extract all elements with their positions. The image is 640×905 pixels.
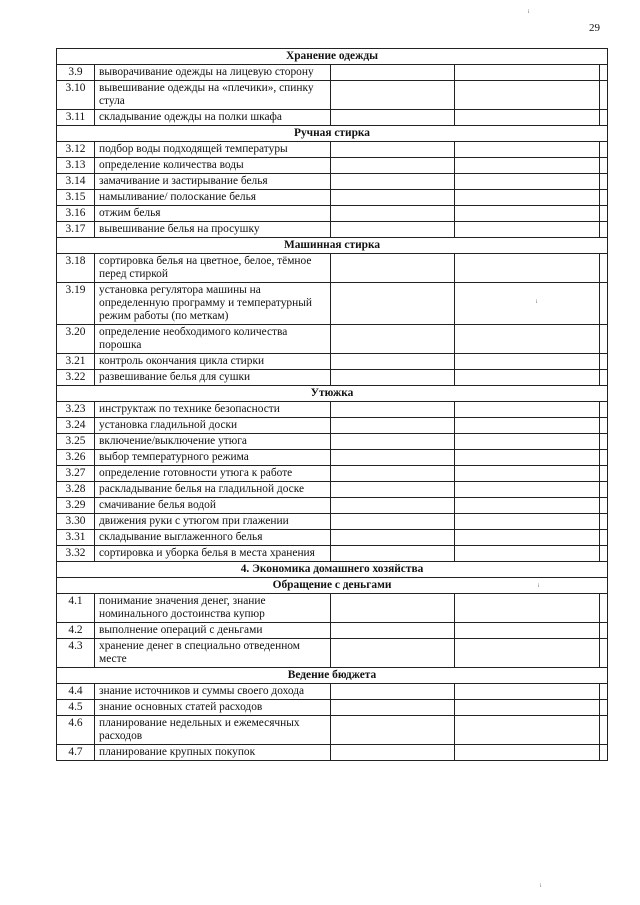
item-description: замачивание и застирывание белья	[95, 174, 331, 190]
mark-cell[interactable]	[331, 110, 455, 126]
mark-cell[interactable]	[331, 594, 455, 623]
mark-cell[interactable]	[600, 716, 608, 745]
item-description: определение количества воды	[95, 158, 331, 174]
mark-cell[interactable]	[331, 402, 455, 418]
section-title: Машинная стирка	[57, 238, 608, 254]
mark-cell[interactable]	[600, 498, 608, 514]
item-number: 3.15	[57, 190, 95, 206]
item-description: установка гладильной доски	[95, 418, 331, 434]
item-number: 4.4	[57, 684, 95, 700]
mark-cell[interactable]	[455, 206, 600, 222]
mark-cell[interactable]	[600, 745, 608, 761]
item-description: выбор температурного режима	[95, 450, 331, 466]
section-title: Хранение одежды	[57, 49, 608, 65]
mark-cell[interactable]	[600, 594, 608, 623]
mark-cell[interactable]	[600, 450, 608, 466]
mark-cell[interactable]	[600, 354, 608, 370]
mark-cell[interactable]	[331, 325, 455, 354]
mark-cell[interactable]	[455, 418, 600, 434]
item-description: отжим белья	[95, 206, 331, 222]
section-header	[57, 49, 608, 65]
item-description: складывание одежды на полки шкафа	[95, 110, 331, 126]
mark-cell[interactable]	[455, 716, 600, 745]
section-title: Ведение бюджета	[57, 668, 608, 684]
mark-cell[interactable]	[331, 450, 455, 466]
mark-cell[interactable]	[331, 684, 455, 700]
mark-cell[interactable]	[600, 222, 608, 238]
mark-cell[interactable]	[600, 158, 608, 174]
mark-cell[interactable]	[455, 450, 600, 466]
item-description: планирование недельных и ежемесячных расходов	[95, 716, 331, 745]
mark-cell[interactable]	[331, 190, 455, 206]
section-title: Обращение с деньгами	[57, 578, 608, 594]
mark-cell[interactable]	[455, 745, 600, 761]
mark-cell[interactable]	[331, 174, 455, 190]
item-number: 3.31	[57, 530, 95, 546]
scan-speck: ᵢ	[536, 294, 538, 304]
mark-cell[interactable]	[600, 110, 608, 126]
item-number: 3.30	[57, 514, 95, 530]
table-row	[57, 594, 608, 623]
item-description: раскладывание белья на гладильной доске	[95, 482, 331, 498]
item-number: 3.25	[57, 434, 95, 450]
part-header	[57, 562, 608, 578]
mark-cell[interactable]	[600, 206, 608, 222]
item-number: 3.19	[57, 283, 95, 325]
mark-cell[interactable]	[600, 174, 608, 190]
page-number: 29	[589, 22, 600, 34]
mark-cell[interactable]	[455, 639, 600, 668]
mark-cell[interactable]	[455, 142, 600, 158]
mark-cell[interactable]	[331, 206, 455, 222]
section-header	[57, 386, 608, 402]
mark-cell[interactable]	[331, 639, 455, 668]
mark-cell[interactable]	[455, 546, 600, 562]
mark-cell[interactable]	[331, 158, 455, 174]
table-row	[57, 684, 608, 700]
item-description: намыливание/ полоскание белья	[95, 190, 331, 206]
item-description: знание основных статей расходов	[95, 700, 331, 716]
item-description: смачивание белья водой	[95, 498, 331, 514]
table-row	[57, 418, 608, 434]
item-description: установка регулятора машины на определенную программу и температурный режим работы (по меткам)	[95, 283, 331, 325]
mark-cell[interactable]	[600, 418, 608, 434]
item-description: сортировка и уборка белья в места хранения	[95, 546, 331, 562]
table-row	[57, 158, 608, 174]
mark-cell[interactable]	[600, 283, 608, 325]
item-number: 3.10	[57, 81, 95, 110]
mark-cell[interactable]	[455, 190, 600, 206]
item-description: выполнение операций с деньгами	[95, 623, 331, 639]
mark-cell[interactable]	[331, 466, 455, 482]
item-number: 3.21	[57, 354, 95, 370]
item-number: 4.5	[57, 700, 95, 716]
table-row	[57, 283, 608, 325]
mark-cell[interactable]	[331, 370, 455, 386]
item-description: складывание выглаженного белья	[95, 530, 331, 546]
mark-cell[interactable]	[455, 623, 600, 639]
assessment-table-container	[56, 48, 607, 761]
table-row	[57, 81, 608, 110]
item-number: 4.7	[57, 745, 95, 761]
item-description: определение готовности утюга к работе	[95, 466, 331, 482]
mark-cell[interactable]	[600, 65, 608, 81]
item-description: вывешивание белья на просушку	[95, 222, 331, 238]
mark-cell[interactable]	[455, 110, 600, 126]
mark-cell[interactable]	[600, 514, 608, 530]
section-header	[57, 668, 608, 684]
table-row	[57, 190, 608, 206]
mark-cell[interactable]	[600, 402, 608, 418]
item-description: контроль окончания цикла стирки	[95, 354, 331, 370]
mark-cell[interactable]	[600, 434, 608, 450]
scan-speck: ᵢ	[528, 4, 530, 14]
item-description: развешивание белья для сушки	[95, 370, 331, 386]
mark-cell[interactable]	[600, 546, 608, 562]
item-description: включение/выключение утюга	[95, 434, 331, 450]
section-header	[57, 126, 608, 142]
mark-cell[interactable]	[455, 594, 600, 623]
section-title: Утюжка	[57, 386, 608, 402]
mark-cell[interactable]	[600, 482, 608, 498]
item-number: 3.26	[57, 450, 95, 466]
item-number: 3.22	[57, 370, 95, 386]
item-number: 3.18	[57, 254, 95, 283]
item-number: 3.27	[57, 466, 95, 482]
item-number: 3.11	[57, 110, 95, 126]
mark-cell[interactable]	[455, 700, 600, 716]
item-number: 3.17	[57, 222, 95, 238]
scan-speck: ᵢ	[538, 578, 540, 588]
mark-cell[interactable]	[455, 254, 600, 283]
table-row	[57, 623, 608, 639]
table-row	[57, 142, 608, 158]
item-number: 4.6	[57, 716, 95, 745]
item-description: сортировка белья на цветное, белое, тёмное перед стиркой	[95, 254, 331, 283]
item-number: 3.12	[57, 142, 95, 158]
mark-cell[interactable]	[600, 623, 608, 639]
scan-speck: ᵢ	[540, 878, 542, 888]
mark-cell[interactable]	[600, 639, 608, 668]
mark-cell[interactable]	[455, 81, 600, 110]
table-row	[57, 466, 608, 482]
mark-cell[interactable]	[600, 254, 608, 283]
item-number: 4.1	[57, 594, 95, 623]
mark-cell[interactable]	[455, 354, 600, 370]
item-number: 3.24	[57, 418, 95, 434]
item-description: подбор воды подходящей температуры	[95, 142, 331, 158]
item-number: 3.9	[57, 65, 95, 81]
table-row	[57, 110, 608, 126]
mark-cell[interactable]	[455, 482, 600, 498]
mark-cell[interactable]	[455, 434, 600, 450]
mark-cell[interactable]	[455, 222, 600, 238]
mark-cell[interactable]	[331, 530, 455, 546]
item-description: вывешивание одежды на «плечики», спинку стула	[95, 81, 331, 110]
mark-cell[interactable]	[455, 466, 600, 482]
mark-cell[interactable]	[600, 190, 608, 206]
mark-cell[interactable]	[331, 222, 455, 238]
mark-cell[interactable]	[600, 325, 608, 354]
table-row	[57, 254, 608, 283]
table-row	[57, 402, 608, 418]
item-number: 3.13	[57, 158, 95, 174]
table-row	[57, 325, 608, 354]
item-description: планирование крупных покупок	[95, 745, 331, 761]
table-row	[57, 498, 608, 514]
mark-cell[interactable]	[331, 482, 455, 498]
mark-cell[interactable]	[455, 158, 600, 174]
item-number: 4.2	[57, 623, 95, 639]
mark-cell[interactable]	[600, 700, 608, 716]
item-number: 3.29	[57, 498, 95, 514]
table-row	[57, 354, 608, 370]
mark-cell[interactable]	[331, 418, 455, 434]
mark-cell[interactable]	[331, 434, 455, 450]
item-description: инструктаж по технике безопасности	[95, 402, 331, 418]
mark-cell[interactable]	[331, 498, 455, 514]
mark-cell[interactable]	[331, 700, 455, 716]
mark-cell[interactable]	[600, 684, 608, 700]
section-title: 4. Экономика домашнего хозяйства	[57, 562, 608, 578]
item-number: 3.32	[57, 546, 95, 562]
mark-cell[interactable]	[331, 65, 455, 81]
mark-cell[interactable]	[331, 745, 455, 761]
table-row	[57, 482, 608, 498]
mark-cell[interactable]	[331, 514, 455, 530]
mark-cell[interactable]	[331, 283, 455, 325]
mark-cell[interactable]	[455, 498, 600, 514]
mark-cell[interactable]	[455, 530, 600, 546]
table-row	[57, 222, 608, 238]
mark-cell[interactable]	[455, 684, 600, 700]
mark-cell[interactable]	[455, 65, 600, 81]
table-row	[57, 514, 608, 530]
mark-cell[interactable]	[455, 174, 600, 190]
mark-cell[interactable]	[455, 283, 600, 325]
table-row	[57, 716, 608, 745]
mark-cell[interactable]	[331, 623, 455, 639]
item-description: хранение денег в специально отведенном месте	[95, 639, 331, 668]
mark-cell[interactable]	[331, 254, 455, 283]
table-row	[57, 450, 608, 466]
table-row	[57, 700, 608, 716]
mark-cell[interactable]	[331, 716, 455, 745]
item-description: движения руки с утюгом при глажении	[95, 514, 331, 530]
mark-cell[interactable]	[331, 142, 455, 158]
mark-cell[interactable]	[600, 530, 608, 546]
mark-cell[interactable]	[600, 466, 608, 482]
item-number: 3.23	[57, 402, 95, 418]
item-description: понимание значения денег, знание номинального достоинства купюр	[95, 594, 331, 623]
table-row	[57, 745, 608, 761]
section-header	[57, 238, 608, 254]
mark-cell[interactable]	[600, 142, 608, 158]
item-number: 3.20	[57, 325, 95, 354]
item-number: 4.3	[57, 639, 95, 668]
mark-cell[interactable]	[331, 546, 455, 562]
mark-cell[interactable]	[455, 370, 600, 386]
item-description: определение необходимого количества порошка	[95, 325, 331, 354]
mark-cell[interactable]	[455, 514, 600, 530]
table-row	[57, 530, 608, 546]
section-title: Ручная стирка	[57, 126, 608, 142]
table-row	[57, 370, 608, 386]
mark-cell[interactable]	[331, 354, 455, 370]
table-row	[57, 546, 608, 562]
table-row	[57, 65, 608, 81]
item-number: 3.16	[57, 206, 95, 222]
item-number: 3.14	[57, 174, 95, 190]
mark-cell[interactable]	[600, 370, 608, 386]
assessment-table	[56, 48, 608, 761]
mark-cell[interactable]	[455, 402, 600, 418]
item-description: знание источников и суммы своего дохода	[95, 684, 331, 700]
section-header	[57, 578, 608, 594]
mark-cell[interactable]	[455, 325, 600, 354]
mark-cell[interactable]	[331, 81, 455, 110]
mark-cell[interactable]	[600, 81, 608, 110]
table-row	[57, 639, 608, 668]
table-row	[57, 206, 608, 222]
item-number: 3.28	[57, 482, 95, 498]
table-row	[57, 174, 608, 190]
table-body	[57, 49, 608, 761]
table-row	[57, 434, 608, 450]
item-description: выворачивание одежды на лицевую сторону	[95, 65, 331, 81]
